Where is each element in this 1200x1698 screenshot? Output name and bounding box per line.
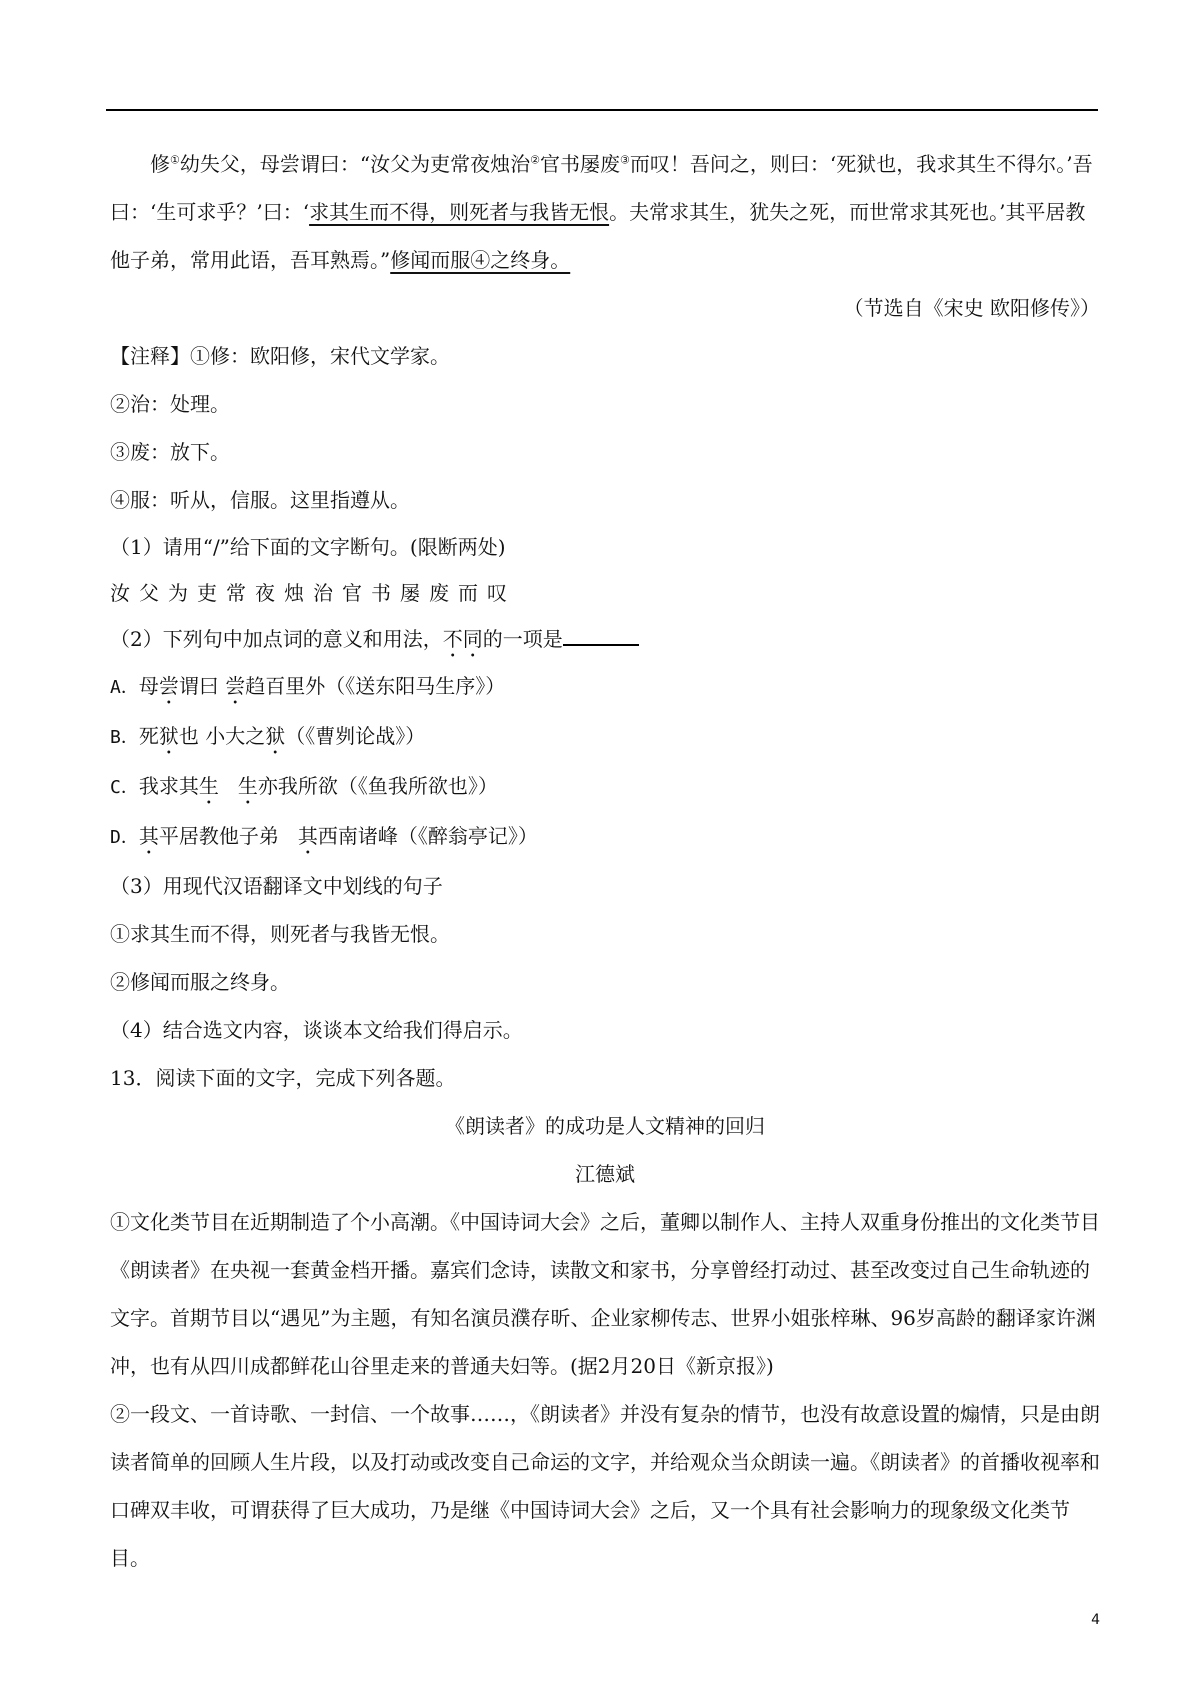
question-1-text: 汝父为吏常夜烛治官书屡废而叹 <box>110 581 516 605</box>
underlined-sentence-1: 求其生而不得，则死者与我皆无恨 <box>309 200 610 224</box>
article-author: 江德斌 <box>575 1162 635 1186</box>
page-number: 4 <box>1091 1612 1100 1628</box>
note-4: ④服：听从，信服。这里指遵从。 <box>110 488 410 512</box>
option-c: C．我求其生 生亦我所欲（《鱼我所欲也》） <box>110 774 498 798</box>
option-b: B．死狱也 小大之狱（《曹刿论战》） <box>110 724 426 748</box>
option-d: D．其平居教他子弟 其西南诸峰（《醉翁亭记》） <box>110 824 538 848</box>
question-2: （2）下列句中加点词的意义和用法，不同的一项是 <box>110 616 1100 662</box>
article-paragraph-1: ①文化类节目在近期制造了个小高潮。《中国诗词大会》之后，董卿以制作人、主持人双重身份推出的文化类节目《朗读者》在央视一套黄金档开播。嘉宾们念诗，读散文和家书，分享曾经打动过、甚至改变过自己生命轨迹的文字。首期节目以“遇见”为主题，有知名演员濮存昕、企业家柳传志、世界小姐张梓琳、96岁高龄的翻译家许渊冲，也有从四川成都鲜花山谷里走来的普通夫妇等。(据2月20日《新京报》) <box>110 1210 1100 1378</box>
header-rule <box>106 109 1098 111</box>
note-1: 【注释】①修：欧阳修，宋代文学家。 <box>110 344 450 368</box>
article-title: 《朗读者》的成功是人文精神的回归 <box>445 1114 765 1138</box>
question-3: （3）用现代汉语翻译文中划线的句子 <box>110 874 443 898</box>
article-paragraph-2: ②一段文、一首诗歌、一封信、一个故事……，《朗读者》并没有复杂的情节，也没有故意设置的煽情，只是由朗读者简单的回顾人生片段，以及打动或改变自己命运的文字，并给观众当众朗读一遍。《朗读者》的首播收视率和口碑双丰收，可谓获得了巨大成功，乃是继《中国诗词大会》之后，又一个具有社会影响力的现象级文化类节目。 <box>110 1402 1100 1570</box>
question-13-heading: 13．阅读下面的文字，完成下列各题。 <box>110 1066 456 1090</box>
question-3-item-2: ②修闻而服之终身。 <box>110 970 290 994</box>
note-2: ②治：处理。 <box>110 392 230 416</box>
passage-source: （节选自《宋史 欧阳修传》） <box>843 296 1100 320</box>
option-a: A．母尝谓曰 尝趋百里外（《送东阳马生序》） <box>110 674 506 698</box>
underlined-sentence-2: 修闻而服④之终身。 <box>390 248 571 272</box>
classical-passage: 修①幼失父，母尝谓曰：“汝父为吏常夜烛治②官书屡废③而叹！吾问之，则曰：‘死狱也，我求其生不得尔。’吾曰：‘生可求乎？’曰：‘求其生而不得，则死者与我皆无恨。夫常求其生，犹失之死，而世常求其死也。’其平居教他子弟，常用此语，吾耳熟焉。”修闻而服④之终身。 <box>110 152 1093 272</box>
question-3-item-1: ①求其生而不得，则死者与我皆无恨。 <box>110 922 450 946</box>
question-4: （4）结合选文内容，谈谈本文给我们得启示。 <box>110 1018 523 1042</box>
document-body <box>110 140 1100 1582</box>
question-1: （1）请用“/”给下面的文字断句。(限断两处) <box>110 535 506 559</box>
note-3: ③废：放下。 <box>110 440 230 464</box>
answer-blank[interactable] <box>563 624 639 646</box>
